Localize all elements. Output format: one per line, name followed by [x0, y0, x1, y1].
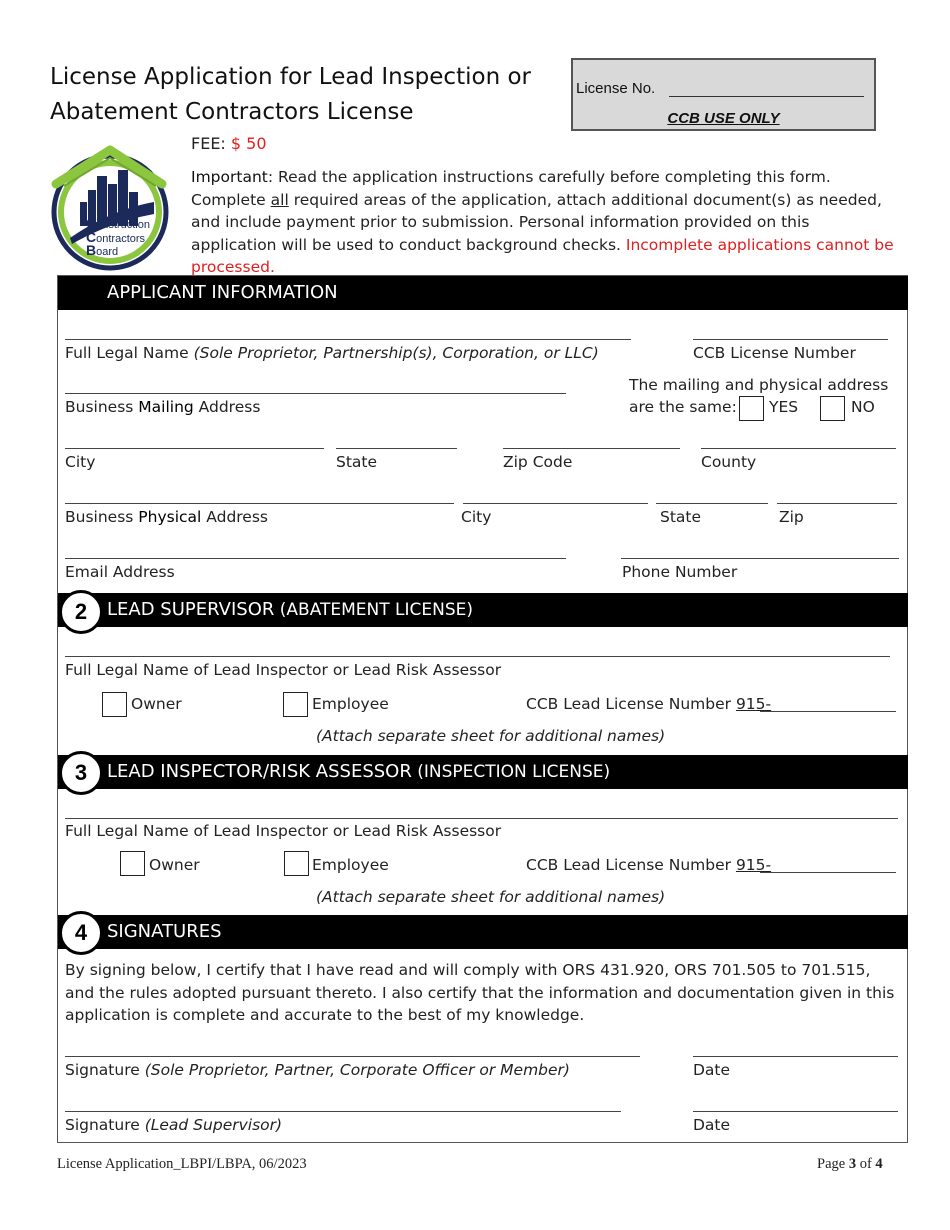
owner-label: Owner [149, 856, 200, 874]
signature-owner-label: Signature (Sole Proprietor, Partner, Corporate Officer or Member) [65, 1061, 570, 1079]
incomplete-warning: Incomplete applications cannot be processed. [191, 235, 894, 276]
section-title: LEAD SUPERVISOR [107, 599, 275, 620]
date-1-label: Date [693, 1061, 731, 1079]
supervisor-employee-checkbox[interactable] [283, 692, 308, 717]
physical-city-field[interactable] [463, 503, 648, 504]
footer-page-number: Page 3 of 4 [817, 1156, 883, 1172]
physical-zip-field[interactable] [777, 503, 897, 504]
full-legal-name-field[interactable] [65, 339, 631, 340]
footer-form-id: License Application_LBPI/LBPA, 06/2023 [57, 1156, 307, 1172]
signature-supervisor-label: Signature (Lead Supervisor) [65, 1116, 283, 1134]
state-label: State [336, 453, 378, 471]
signature-supervisor-field[interactable] [65, 1111, 621, 1112]
no-label: NO [851, 398, 875, 416]
city-field[interactable] [65, 448, 324, 449]
state-field[interactable] [336, 448, 457, 449]
same-address-no-checkbox[interactable] [820, 396, 845, 421]
section-lead-inspector-header: LEAD INSPECTOR/RISK ASSESSOR (INSPECTION LICENSE) [58, 755, 908, 789]
section-number-badge: 2 [59, 590, 103, 634]
signature-owner-field[interactable] [65, 1056, 640, 1057]
section-title: APPLICANT INFORMATION [107, 282, 338, 303]
section-signatures-header [58, 915, 908, 949]
date-1-field[interactable] [693, 1056, 898, 1057]
employee-label: Employee [312, 856, 389, 874]
inspector-name-label: Full Legal Name of Lead Inspector or Lead Risk Assessor [65, 822, 502, 840]
license-no-field [669, 96, 864, 97]
zip-code-label: Zip Code [503, 453, 573, 471]
county-label: County [701, 453, 757, 471]
date-2-field[interactable] [693, 1111, 898, 1112]
employee-label: Employee [312, 695, 389, 713]
section-number-badge: 3 [59, 751, 103, 795]
supervisor-name-field[interactable] [65, 656, 890, 657]
ccb-logo [50, 140, 170, 270]
owner-label: Owner [131, 695, 182, 713]
logo-text: Construction Contractors Board [86, 215, 150, 258]
inspector-owner-checkbox[interactable] [120, 851, 145, 876]
mailing-address-field[interactable] [65, 393, 566, 394]
city-label: City [65, 453, 96, 471]
mailing-address-label: Business Mailing Address [65, 398, 261, 416]
same-address-yes-checkbox[interactable] [739, 396, 764, 421]
physical-state-label: State [660, 508, 702, 526]
fee-line: FEE: $ 50 [191, 134, 267, 153]
section-lead-supervisor-header: LEAD SUPERVISOR (ABATEMENT LICENSE) [58, 593, 908, 627]
inspector-employee-checkbox[interactable] [284, 851, 309, 876]
phone-label: Phone Number [622, 563, 738, 581]
same-address-question: The mailing and physical address [629, 376, 889, 394]
section-number-badge: 4 [59, 911, 103, 955]
section-title: LEAD INSPECTOR/RISK ASSESSOR [107, 761, 412, 782]
supervisor-license-field[interactable] [760, 711, 896, 712]
ccb-license-number-label: CCB License Number [693, 344, 856, 362]
fee-amount: $ 50 [230, 134, 267, 153]
inspector-license-label: CCB Lead License Number 915- [526, 856, 772, 874]
inspector-name-field[interactable] [65, 818, 898, 819]
physical-zip-label: Zip [779, 508, 804, 526]
supervisor-name-label: Full Legal Name of Lead Inspector or Lead Risk Assessor [65, 661, 502, 679]
physical-state-field[interactable] [656, 503, 768, 504]
section-title: SIGNATURES [107, 921, 222, 942]
ccb-license-number-field[interactable] [693, 339, 888, 340]
license-no-label: License No. [576, 80, 656, 97]
same-address-question-2: are the same: [629, 398, 737, 416]
physical-address-field[interactable] [65, 503, 454, 504]
attach-note: (Attach separate sheet for additional names) [316, 888, 666, 906]
physical-address-label: Business Physical Address [65, 508, 268, 526]
zip-code-field[interactable] [503, 448, 680, 449]
certification-text: By signing below, I certify that I have read and will comply with ORS 431.920, ORS 701.505 to 701.515, and the rules adopted pursuant thereto. I also certify that the information and documentation given in this application is complete and accurate to the best of my knowledge. [65, 961, 895, 1024]
supervisor-owner-checkbox[interactable] [102, 692, 127, 717]
ccb-use-only-label: CCB USE ONLY [667, 110, 780, 127]
county-field[interactable] [701, 448, 896, 449]
ccb-use-only-box [571, 58, 876, 131]
page-title: License Application for Lead Inspection or Abatement Contractors License [50, 64, 531, 125]
important-notice: Important: Read the application instructions carefully before completing this form. Complete all required areas of the application, attach additional document(s) as needed, and include payment prior to submission. Personal information provided on this application will be used to conduct background checks. Incomplete applications cannot be processed. [191, 168, 894, 276]
phone-field[interactable] [621, 558, 899, 559]
email-field[interactable] [65, 558, 566, 559]
supervisor-license-label: CCB Lead License Number 915- [526, 695, 772, 713]
inspector-license-field[interactable] [760, 872, 896, 873]
physical-city-label: City [461, 508, 492, 526]
attach-note: (Attach separate sheet for additional names) [316, 727, 666, 745]
section-applicant-header [58, 276, 908, 310]
full-legal-name-label: Full Legal Name (Sole Proprietor, Partnership(s), Corporation, or LLC) [65, 344, 599, 362]
email-label: Email Address [65, 563, 175, 581]
date-2-label: Date [693, 1116, 731, 1134]
yes-label: YES [769, 398, 799, 416]
important-label: Important [191, 168, 268, 186]
